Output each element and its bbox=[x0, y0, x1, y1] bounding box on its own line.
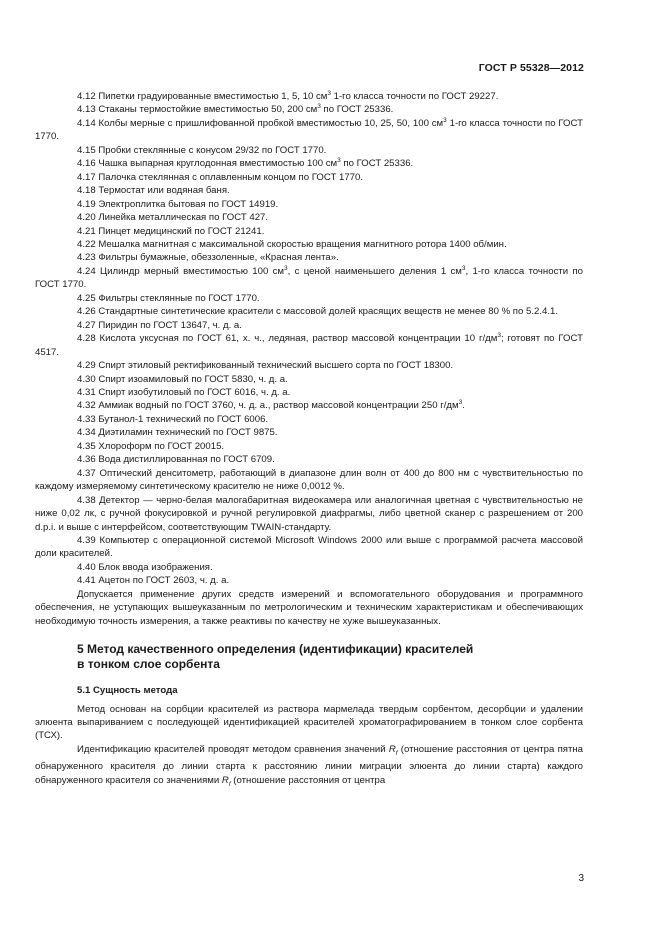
list-item: 4.37 Оптический денситометр, работающий в диапазоне длин волн от 400 до 800 нм с чувствительностью по каждому измеряемому синтетическому красителю не ниже 0,0012 %. bbox=[35, 467, 583, 493]
list-item: 4.40 Блок ввода изображения. bbox=[77, 561, 213, 573]
list-item: 4.39 Компьютер с операционной системой Microsoft Windows 2000 или выше с программой расчета массовой доли красителей. bbox=[35, 534, 583, 560]
list-item: 4.27 Пиридин по ГОСТ 13647, ч. д. а. bbox=[77, 319, 242, 331]
list-item: 4.23 Фильтры бумажные, обеззоленные, «Красная лента». bbox=[77, 252, 339, 264]
list-item: 4.33 Бутанол-1 технический по ГОСТ 6006. bbox=[77, 413, 269, 425]
list-item: 4.28 Кислота уксусная по ГОСТ 61, х. ч., ледяная, раствор массовой концентрации 10 $г/дм^3$; готовят по ГОСТ 4517. bbox=[35, 331, 583, 358]
method-paragraph-1: Метод основан на сорбции красителей из раствора мармелада твердым сорбентом, десорбции и удалении элюента выпариванием с последующей идентификацией красителей хроматографированием в тонком слое сорбента (ТСХ). bbox=[35, 703, 583, 742]
note-paragraph: Допускается применение других средств измерений и вспомогательного оборудования и программного обеспечения, не уступающих вышеуказанным по метрологическим и техническим характеристикам и обеспечивающих необходимую точность измерения, а также реактивы по качеству не хуже вышеуказанных. bbox=[35, 588, 583, 627]
page-number: 3 bbox=[578, 873, 584, 884]
list-item: 4.12 Пипетки градуированные вместимостью 1, 5, 10 $см^3$ 1-го класса точности по ГОСТ 29227. bbox=[77, 89, 499, 102]
section-heading-line2: в тонком слое сорбента bbox=[77, 657, 220, 672]
rf-symbol-1: $R_f$ bbox=[388, 743, 398, 757]
list-item: 4.19 Электроплитка бытовая по ГОСТ 14919. bbox=[77, 198, 279, 210]
section-heading-line1: 5 Метод качественного определения (идентификации) красителей bbox=[77, 642, 474, 657]
list-item: 4.16 Чашка выпарная круглодонная вместимостью 100 $см^3$ по ГОСТ 25336. bbox=[77, 157, 414, 170]
list-item: 4.21 Пинцет медицинский по ГОСТ 21241. bbox=[77, 225, 265, 237]
para2-text-c: (отношение расстояния от центра bbox=[230, 774, 386, 786]
list-item: 4.26 Стандартные синтетические красители с массовой долей красящих веществ не менее 80 % по 5.2.4.1. bbox=[77, 306, 559, 318]
equipment-list bbox=[35, 90, 583, 588]
section-heading bbox=[35, 642, 583, 672]
para2-text-b: (отношение расстояния от центра пятна обнаруженного красителя до линии старта к расстоянию линии миграции элюента до линии старта) каждого обнаруженного красителя со значениями bbox=[35, 743, 583, 786]
list-item: 4.30 Спирт изоамиловый по ГОСТ 5830, ч. д. а. bbox=[77, 373, 288, 385]
list-item: 4.34 Диэтиламин технический по ГОСТ 9875. bbox=[77, 427, 278, 439]
method-paragraph-2 bbox=[35, 743, 583, 791]
list-item: 4.18 Термостат или водяная баня. bbox=[77, 185, 230, 197]
list-item: 4.20 Линейка металлическая по ГОСТ 427. bbox=[77, 212, 269, 224]
rf-symbol-2: $R_f$ bbox=[221, 774, 231, 788]
list-item: 4.29 Спирт этиловый ректификованный технический высшего сорта по ГОСТ 18300. bbox=[77, 360, 454, 372]
list-item: 4.32 Аммиак водный по ГОСТ 3760, ч. д. а., раствор массовой концентрации 250 $г/дм^3$. bbox=[77, 399, 465, 412]
list-item: 4.24 Цилиндр мерный вместимостью 100 $см^3$, с ценой наименьшего деления 1 $см^3$, 1-го класса точности по ГОСТ 1770. bbox=[35, 264, 583, 291]
list-item: 4.13 Стаканы термостойкие вместимостью 50, 200 $см^3$ по ГОСТ 25336. bbox=[77, 103, 394, 116]
document-body bbox=[35, 90, 583, 791]
list-item: 4.22 Мешалка магнитная с максимальной скоростью вращения магнитного ротора 1400 об/мин. bbox=[77, 238, 507, 250]
list-item: 4.25 Фильтры стеклянные по ГОСТ 1770. bbox=[77, 292, 260, 304]
list-item: 4.31 Спирт изобутиловый по ГОСТ 6016, ч. д. а. bbox=[77, 386, 291, 398]
document-header-id: ГОСТ Р 55328—2012 bbox=[478, 62, 584, 74]
list-item: 4.17 Палочка стеклянная с оплавленным концом по ГОСТ 1770. bbox=[77, 171, 363, 183]
list-item: 4.14 Колбы мерные с пришлифованной пробкой вместимостью 10, 25, 50, 100 $см^3$ 1-го класса точности по ГОСТ 1770. bbox=[35, 116, 583, 143]
list-item: 4.15 Пробки стеклянные с конусом 29/32 по ГОСТ 1770. bbox=[77, 144, 327, 156]
list-item: 4.35 Хлороформ по ГОСТ 20015. bbox=[77, 440, 225, 452]
list-item: 4.36 Вода дистиллированная по ГОСТ 6709. bbox=[77, 454, 275, 466]
para2-text-a: Идентификацию красителей проводят методом сравнения значений bbox=[77, 743, 389, 755]
list-item: 4.38 Детектор — черно-белая малогабаритная видеокамера или аналогичная цветная с чувствительностью не ниже 0,02 лк, с ручной фокусировкой и ручной регулировкой диафрагмы, либо цветной сканер с разрешением от 200 d.p.i. и выше с интерфейсом, соответствующим TWAIN-стандарту. bbox=[35, 494, 583, 533]
list-item: 4.41 Ацетон по ГОСТ 2603, ч. д. а. bbox=[77, 575, 230, 587]
subsection-heading: 5.1 Сущность метода bbox=[77, 685, 178, 697]
